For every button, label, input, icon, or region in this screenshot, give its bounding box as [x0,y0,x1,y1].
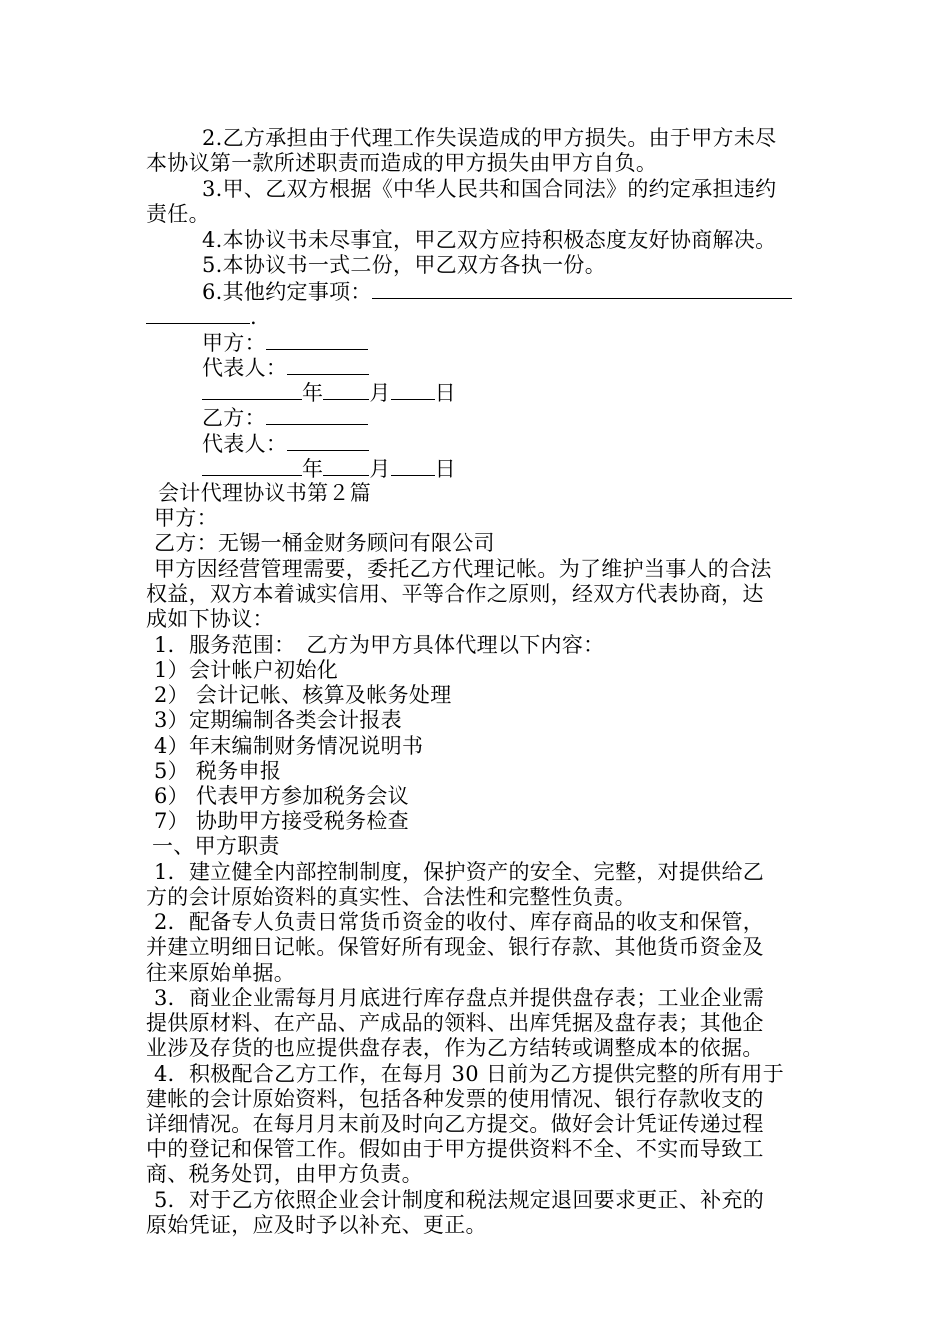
document-title: 会计代理协议书第２篇 [158,481,371,505]
date-a-month: 月 [369,381,391,405]
clause-6-line-1 [202,278,792,304]
clause-4: 4.本协议书未尽事宜，甲乙双方应持积极态度友好协商解决。 [202,228,777,252]
clause-2-line-1: 2.乙方承担由于代理工作失误造成的甲方损失。由于甲方未尽 [202,126,777,150]
clause-2-line-2: 本协议第一款所述职责而造成的甲方损失由甲方自负。 [146,151,658,175]
intro-line-3: 成如下协议： [146,607,274,631]
duty-2-line-2: 并建立明细日记帐。保管好所有现金、银行存款、其他货币资金及 [146,935,764,959]
duty-4-line-2: 建帐的会计原始资料，包括各种发票的使用情况、银行存款收支的 [146,1087,764,1111]
service-item: 1）会计帐户初始化 [154,658,339,682]
date-b-year: 年 [302,457,324,481]
date-a [202,379,456,405]
party-a-signature [202,329,368,355]
date-b-month-blank [323,455,369,476]
duty-5-line-2: 原始凭证，应及时予以补充、更正。 [146,1213,487,1237]
date-a-year: 年 [302,381,324,405]
duty-2-line-1: 2．配备专人负责日常货币资金的收付、库存商品的收支和保管， [154,910,765,934]
service-item: 2） 会计记帐、核算及帐务处理 [154,683,452,707]
date-b-year-blank [202,455,302,476]
party-b-line: 乙方：无锡一桶金财务顾问有限公司 [154,531,495,555]
duty-4-line-3: 详细情况。在每月月末前及时向乙方提交。做好会计凭证传递过程 [146,1112,764,1136]
rep-a-label: 代表人： [202,356,288,380]
clause-6-label: 6.其他约定事项： [202,280,372,304]
date-a-year-blank [202,379,302,400]
date-b-day-blank [391,455,435,476]
service-item: 5） 税务申报 [154,759,282,783]
party-a-label: 甲方： [202,331,266,355]
other-terms-blank [372,278,792,299]
date-a-day-blank [391,379,435,400]
clause-3-line-2: 责任。 [146,202,210,226]
date-b-month: 月 [369,457,391,481]
clause-6-line-2 [146,303,257,329]
rep-b-blank [287,430,369,451]
date-a-month-blank [323,379,369,400]
duty-5-line-1: 5．对于乙方依照企业会计制度和税法规定退回要求更正、补充的 [154,1188,765,1212]
clause-5: 5.本协议书一式二份，甲乙双方各执一份。 [202,253,607,277]
rep-b-signature [202,430,369,456]
rep-a-signature [202,354,369,380]
duty-4-line-5: 商、税务处罚，由甲方负责。 [146,1162,423,1186]
party-a-line: 甲方： [154,506,218,530]
duty-3-line-1: 3．商业企业需每月月底进行库存盘点并提供盘存表；工业企业需 [154,986,765,1010]
date-b [202,455,456,481]
party-b-blank [266,404,368,425]
duty-2-line-3: 往来原始单据。 [146,961,296,985]
duty-3-line-3: 业涉及存货的也应提供盘存表，作为乙方结转或调整成本的依据。 [146,1036,764,1060]
section-heading-party-a-duties: 一、甲方职责 [152,834,280,858]
party-a-blank [266,329,368,350]
duty-4-line-4: 中的登记和保管工作。假如由于甲方提供资料不全、不实而导致工 [146,1137,764,1161]
party-b-label: 乙方： [202,406,266,430]
clause-6-end: . [250,305,257,329]
date-a-day: 日 [434,381,456,405]
rep-b-label: 代表人： [202,432,288,456]
service-item: 4）年末编制财务情况说明书 [154,734,424,758]
duty-3-line-2: 提供原材料、在产品、产成品的领料、出库凭据及盘存表；其他企 [146,1011,764,1035]
duty-1-line-1: 1．建立健全内部控制制度，保护资产的安全、完整，对提供给乙 [154,860,765,884]
intro-line-1: 甲方因经营管理需要，委托乙方代理记帐。为了维护当事人的合法 [154,557,772,581]
service-item: 7） 协助甲方接受税务检查 [154,809,409,833]
rep-a-blank [287,354,369,375]
service-item: 6） 代表甲方参加税务会议 [154,784,409,808]
intro-line-2: 权益，双方本着诚实信用、平等合作之原则，经双方代表协商，达 [146,582,764,606]
service-item: 3）定期编制各类会计报表 [154,708,402,732]
other-terms-blank-cont [146,303,250,324]
service-scope: 1．服务范围： 乙方为甲方具体代理以下内容： [154,633,605,657]
clause-3-line-1: 3.甲、乙双方根据《中华人民共和国合同法》的约定承担违约 [202,177,777,201]
date-b-day: 日 [434,457,456,481]
duty-1-line-2: 方的会计原始资料的真实性、合法性和完整性负责。 [146,885,636,909]
duty-4-line-1: 4．积极配合乙方工作，在每月 30 日前为乙方提供完整的所有用于 [154,1062,785,1086]
party-b-signature [202,404,368,430]
